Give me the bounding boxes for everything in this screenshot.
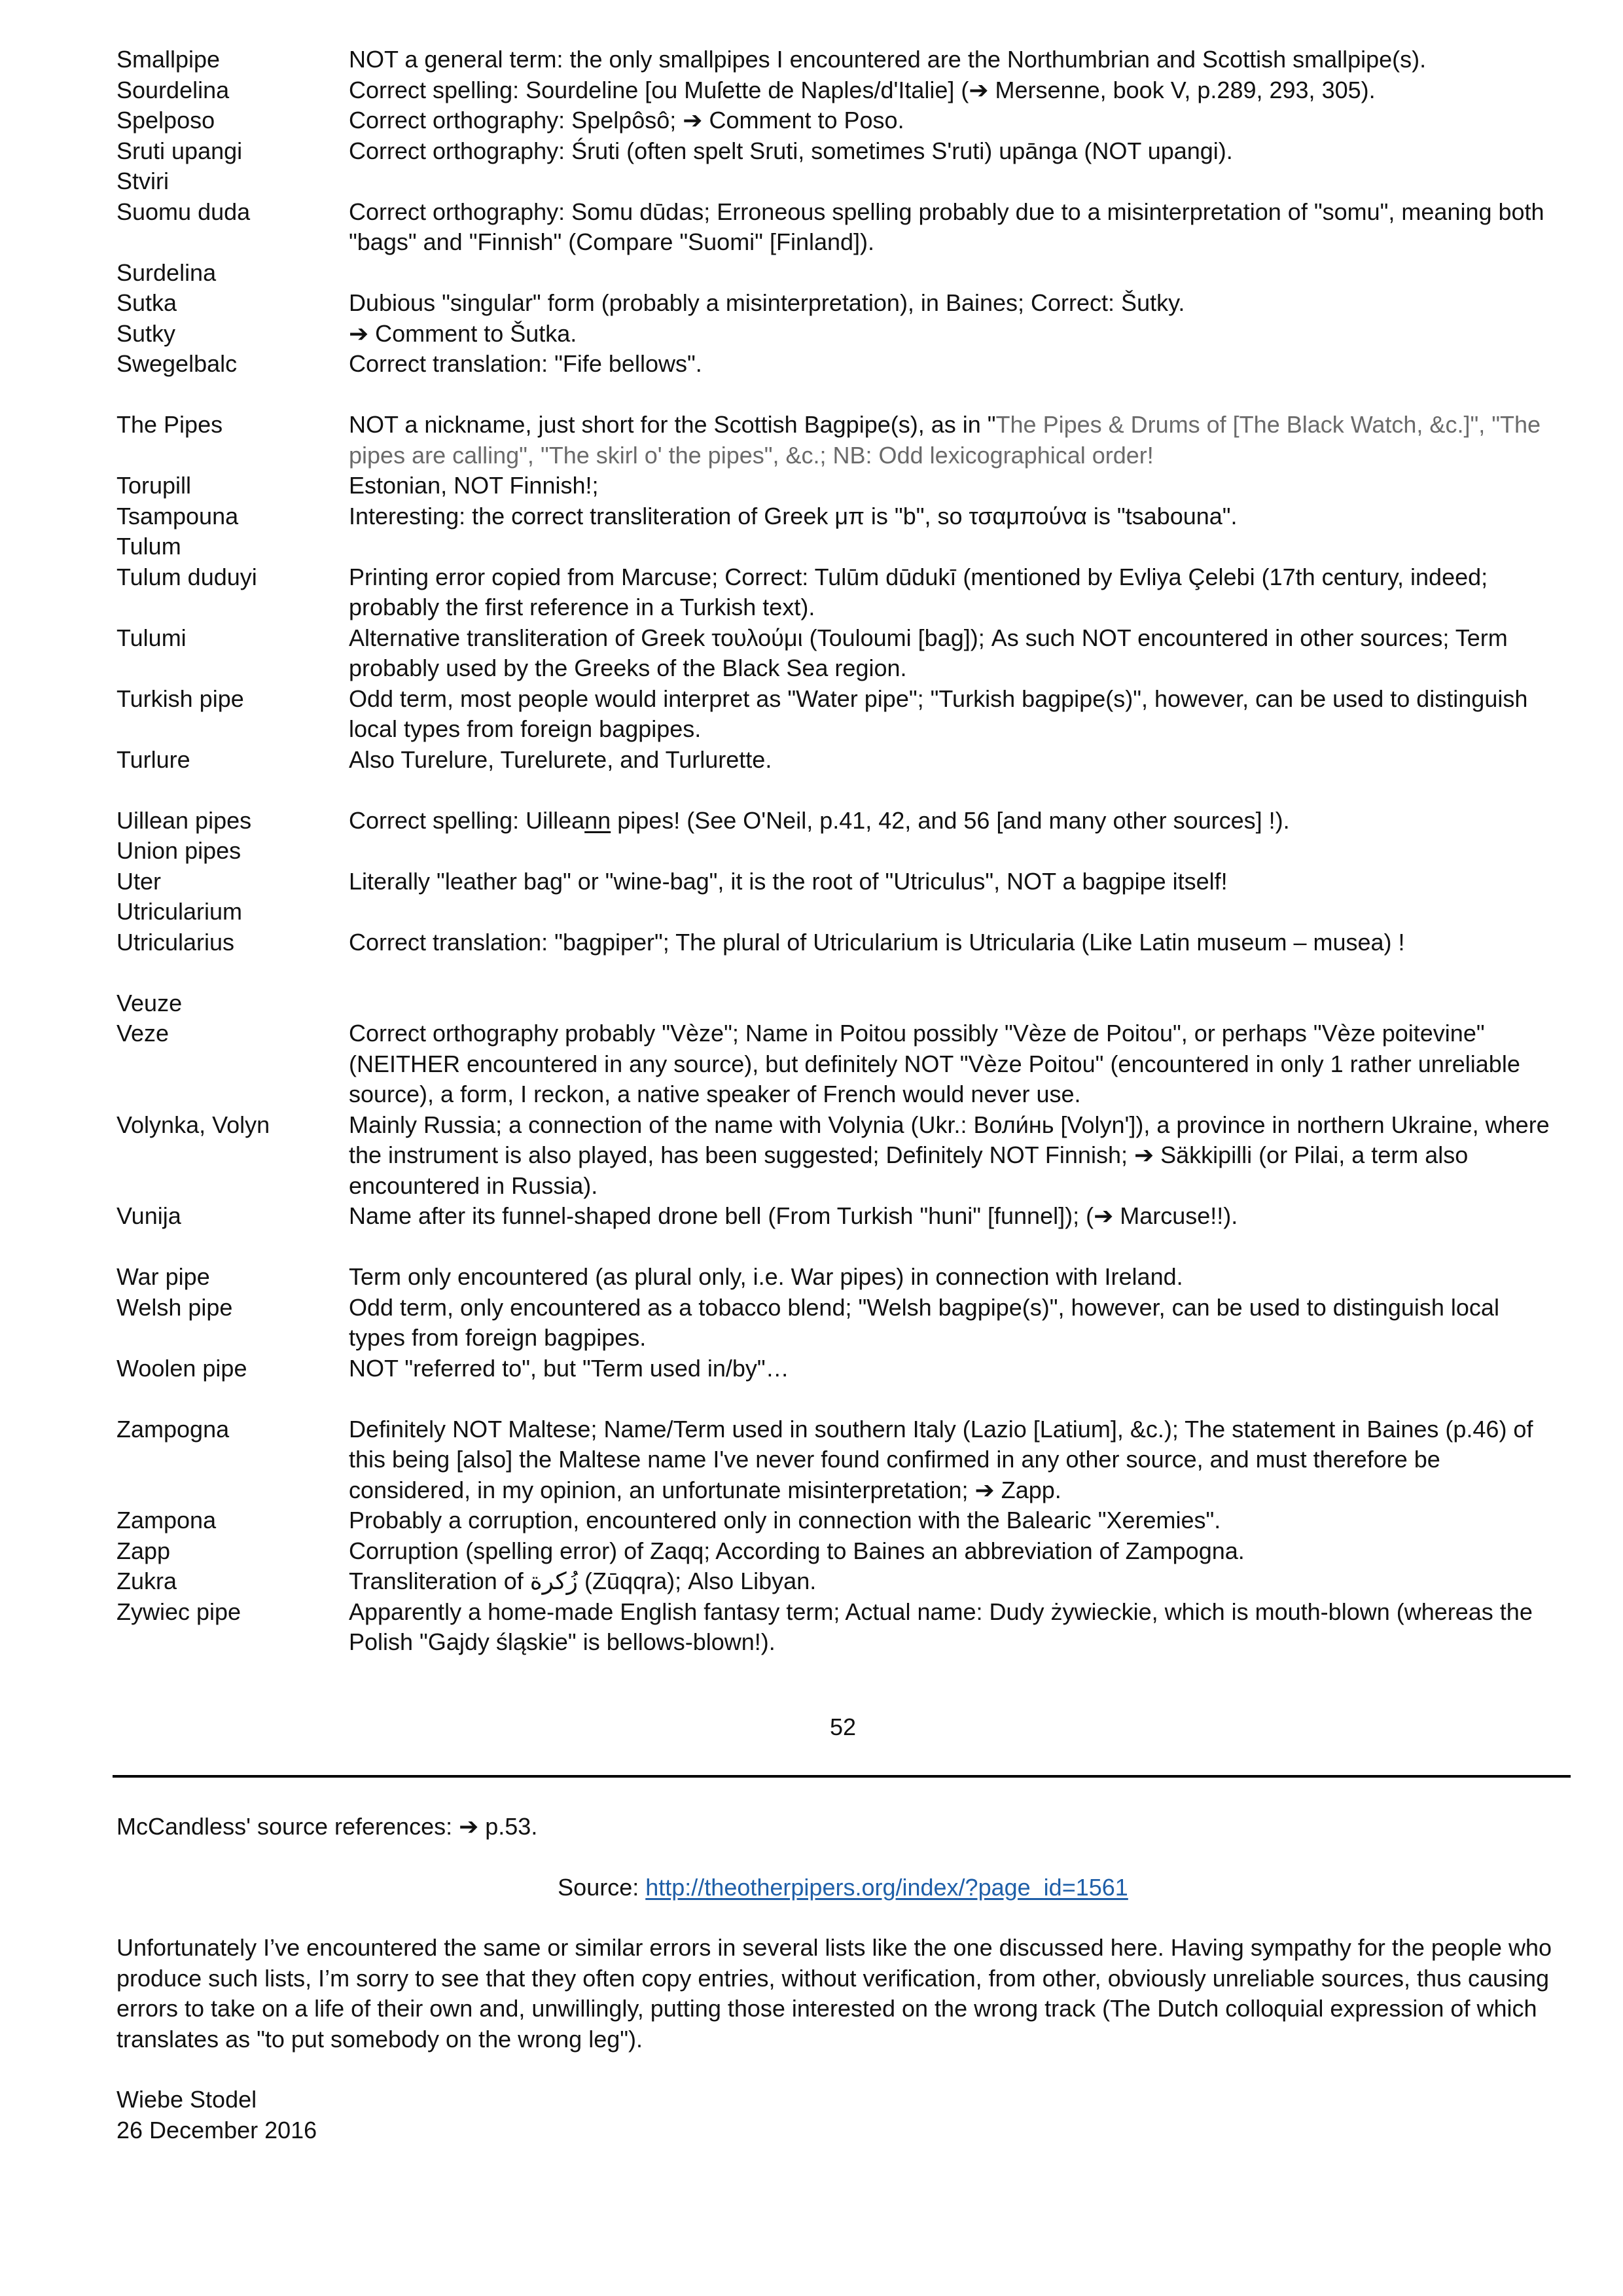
entry-turkish-pipe — [116, 684, 1569, 745]
entry-description: NOT "referred to", but "Term used in/by"… — [349, 1354, 789, 1382]
entry-description — [349, 897, 1569, 927]
entry-term: Tsampouna — [116, 502, 239, 529]
footer-section — [116, 1812, 1569, 2145]
entry-description — [349, 410, 1569, 471]
entry-term: Welsh pipe — [116, 1293, 233, 1321]
author-name: Wiebe Stodel — [116, 2086, 257, 2113]
entry-spelposo — [116, 105, 1569, 136]
entry-tulumi — [116, 623, 1569, 684]
source-link[interactable]: http://theotherpipers.org/index/?page_id=1561 — [645, 1873, 1128, 1901]
entry-vunija — [116, 1201, 1569, 1232]
entry-welsh-pipe — [116, 1293, 1569, 1354]
page-number: 52 — [829, 1713, 857, 1740]
entry-description: Term only encountered (as plural only, i.e. War pipes) in connection with Ireland. — [349, 1263, 1183, 1290]
entry-description-pre: Correct spelling: Uillea — [349, 806, 585, 834]
entry-description-main: NOT a nickname, just short for the Scottish Bagpipe(s), as in " — [349, 411, 996, 438]
entry-zywiec-pipe — [116, 1597, 1569, 1658]
entry-description: Alternative transliteration of Greek τουλούμι (Touloumi [bag]); As such NOT encountered in other sources; Term probably used by the Greeks of the Black Sea region. — [349, 624, 1508, 681]
entry-zampona — [116, 1505, 1569, 1536]
entry-term: War pipe — [116, 1263, 210, 1290]
entry-veze — [116, 1018, 1569, 1110]
entry-term: Smallpipe — [116, 46, 221, 73]
entry-term: Suomu duda — [116, 198, 251, 225]
entry-description: ➔ Comment to Šutka. — [349, 319, 577, 347]
entry-description: Correct orthography: Somu dūdas; Erroneous spelling probably due to a misinterpretation of "somu", meaning both "bags" and "Finnish" (Compare "Suomi" [Finland]). — [349, 198, 1544, 255]
entry-union-pipes — [116, 836, 1569, 867]
source-line — [116, 1873, 1569, 1903]
entry-term: Utricularius — [116, 928, 235, 956]
entry-term: Woolen pipe — [116, 1354, 247, 1382]
entry-turlure — [116, 745, 1569, 776]
entry-term: Sutka — [116, 289, 177, 316]
section-gap — [116, 1384, 1569, 1414]
entry-description — [349, 806, 1569, 836]
entry-term: Surdelina — [116, 259, 217, 286]
entry-zapp — [116, 1536, 1569, 1567]
entry-term: Tulum — [116, 533, 181, 560]
entry-description: Estonian, NOT Finnish!; — [349, 472, 599, 499]
entry-utricularius — [116, 927, 1569, 958]
entry-description: Correct orthography: Śruti (often spelt Sruti, sometimes S'ruti) upānga (NOT upangi). — [349, 137, 1233, 164]
entry-term: Zampona — [116, 1507, 217, 1534]
entry-description: Correct orthography: Spelpôsô; ➔ Comment to Poso. — [349, 107, 904, 134]
entry-description — [349, 836, 1569, 867]
entry-description: Correct spelling: Sourdeline [ou Muſette de Naples/d'Italie] (➔ Mersenne, book V, p.289, 293, 305). — [349, 76, 1376, 103]
entry-description: Name after its funnel-shaped drone bell (From Turkish "huni" [funnel]); (➔ Marcuse!!). — [349, 1202, 1238, 1229]
entry-description: Dubious "singular" form (probably a misinterpretation), in Baines; Correct: Šutky. — [349, 289, 1185, 316]
entry-description — [349, 166, 1569, 197]
entry-volynka-volyn — [116, 1110, 1569, 1202]
signature-block — [116, 2085, 1569, 2145]
glossary-entries — [116, 45, 1569, 1658]
entry-sutka — [116, 288, 1569, 319]
entry-term: Sruti upangi — [116, 137, 243, 164]
entry-description: Apparently a home-made English fantasy term; Actual name: Dudy żywieckie, which is mouth-blown (whereas the Polish "Gajdy śląskie" is bellows-blown!). — [349, 1598, 1533, 1655]
entry-term: Sourdelina — [116, 76, 230, 103]
entry-term: Sutky — [116, 319, 176, 347]
entry-term: Spelposo — [116, 107, 215, 134]
entry-suomu-duda — [116, 197, 1569, 258]
entry-description: Literally "leather bag" or "wine-bag", it is the root of "Utriculus", NOT a bagpipe itself! — [349, 867, 1228, 895]
entry-description: Corruption (spelling error) of Zaqq; According to Baines an abbreviation of Zampogna. — [349, 1537, 1245, 1564]
entry-tsampouna — [116, 501, 1569, 532]
entry-description: NOT a general term: the only smallpipes I encountered are the Northumbrian and Scottish smallpipe(s). — [349, 46, 1427, 73]
entry-term: Torupill — [116, 472, 192, 499]
source-references-note: McCandless' source references: ➔ p.53. — [116, 1813, 538, 1840]
entry-term: Stviri — [116, 168, 169, 194]
source-label: Source: — [558, 1873, 646, 1901]
entry-term: Tulumi — [116, 624, 187, 651]
document-page — [116, 45, 1569, 2144]
entry-description-post: pipes! (See O'Neil, p.41, 42, and 56 [and many other sources] !). — [611, 806, 1290, 834]
entry-term: Uillean pipes — [116, 806, 252, 834]
entry-sruti-upangi — [116, 136, 1569, 167]
entry-term: Uter — [116, 867, 162, 895]
entry-sourdelina — [116, 75, 1569, 106]
signature-date: 26 December 2016 — [116, 2116, 317, 2144]
entry-zampogna — [116, 1414, 1569, 1506]
entry-description — [349, 258, 1569, 289]
underlined-emphasis: nn — [584, 806, 611, 834]
entry-tulum-duduyi — [116, 562, 1569, 623]
entry-term: Vunija — [116, 1202, 181, 1229]
horizontal-divider — [113, 1775, 1571, 1778]
entry-utricularium — [116, 897, 1569, 927]
entry-description: Definitely NOT Maltese; Name/Term used in southern Italy (Lazio [Latium], &c.); The statement in Baines (p.46) of this being [also] the Maltese name I've never found confirmed in any other source, and must therefore be considered, in my opinion, an unfortunate misinterpretation; ➔ Zapp. — [349, 1415, 1533, 1503]
entry-term: Veze — [116, 1020, 169, 1047]
entry-description — [349, 531, 1569, 562]
entry-torupill — [116, 471, 1569, 501]
entry-term: The Pipes — [116, 411, 223, 438]
section-gap — [116, 775, 1569, 806]
entry-term: Utricularium — [116, 898, 243, 925]
entry-description: Correct translation: "Fife bellows". — [349, 350, 702, 377]
entry-term: Zampogna — [116, 1415, 230, 1443]
entry-term: Volynka, Volyn — [116, 1111, 270, 1138]
entry-veuze — [116, 988, 1569, 1019]
entry-term: Turkish pipe — [116, 685, 244, 712]
entry-term: Turlure — [116, 745, 190, 773]
entry-description: Odd term, only encountered as a tobacco blend; "Welsh bagpipe(s)", however, can be used to distinguish local types from foreign bagpipes. — [349, 1293, 1499, 1351]
entry-zukra — [116, 1566, 1569, 1597]
closing-paragraph: Unfortunately I’ve encountered the same or similar errors in several lists like the one discussed here. Having sympathy for the people who produce such lists, I’m sorry to see that they often copy entries, without verification, from other, obviously unreliable sources, thus causing errors to take on a life of their own and, unwillingly, putting those interested on the wrong track (The Dutch colloquial expression of which translates as "to put somebody on the wrong leg"). — [116, 1934, 1552, 2053]
section-gap — [116, 958, 1569, 988]
entry-sutky — [116, 319, 1569, 350]
entry-term: Veuze — [116, 989, 183, 1016]
entry-description: Probably a corruption, encountered only in connection with the Balearic "Xeremies". — [349, 1507, 1221, 1534]
entry-term: Tulum duduyi — [116, 563, 257, 590]
entry-term: Union pipes — [116, 837, 241, 864]
entry-war-pipe — [116, 1262, 1569, 1293]
entry-description: Interesting: the correct transliteration of Greek μπ is "b", so τσαμπούνα is "tsabouna". — [349, 502, 1238, 529]
entry-uillean-pipes — [116, 806, 1569, 836]
section-gap — [116, 380, 1569, 410]
entry-description: Mainly Russia; a connection of the name with Volynia (Ukr.: Воли́нь [Volyn']), a province in northern Ukraine, where the instrument is also played, has been suggested; Definitely NOT Finnish; ➔ Säkkipilli (or Pilai, a term also encountered in Russia). — [349, 1111, 1550, 1199]
entry-tulum — [116, 531, 1569, 562]
entry-term: Zapp — [116, 1537, 171, 1564]
entry-term: Zukra — [116, 1568, 177, 1594]
entry-term: Zywiec pipe — [116, 1598, 241, 1625]
entry-description: Correct orthography probably "Vèze"; Name in Poitou possibly "Vèze de Poitou", or perhaps "Vèze poitevine" (NEITHER encountered in any source), but definitely NOT "Vèze Poitou" (encountered in only 1 rather unreliable source), a form, I reckon, a native speaker of French would never use. — [349, 1020, 1520, 1107]
entry-the-pipes — [116, 410, 1569, 471]
entry-stviri — [116, 166, 1569, 197]
entry-description: Correct translation: "bagpiper"; The plural of Utricularium is Utricularia (Like Latin museum – musea) ! — [349, 928, 1405, 956]
entry-description: Also Turelure, Turelurete, and Turlurette. — [349, 745, 772, 773]
entry-term: Swegelbalc — [116, 350, 238, 377]
entry-description: Printing error copied from Marcuse; Correct: Tulūm dūdukī (mentioned by Evliya Çelebi (17th century, indeed; probably the first reference in a Turkish text). — [349, 563, 1488, 620]
section-gap — [116, 1232, 1569, 1263]
entry-uter — [116, 867, 1569, 897]
entry-description: Odd term, most people would interpret as "Water pipe"; "Turkish bagpipe(s)", however, can be used to distinguish local types from foreign bagpipes. — [349, 685, 1528, 742]
entry-description-muted: The Pipes & Drums of [The Black Watch, &c.]", "The pipes are calling", "The skirl o' the pipes", &c.; NB: Odd lexicographical order! — [349, 411, 1541, 469]
entry-description — [349, 988, 1569, 1019]
entry-surdelina — [116, 258, 1569, 289]
entry-description: Transliteration of زُكرة (Zūqqra); Also Libyan. — [349, 1568, 817, 1594]
entry-woolen-pipe — [116, 1354, 1569, 1384]
entry-smallpipe — [116, 45, 1569, 75]
entry-swegelbalc — [116, 349, 1569, 380]
